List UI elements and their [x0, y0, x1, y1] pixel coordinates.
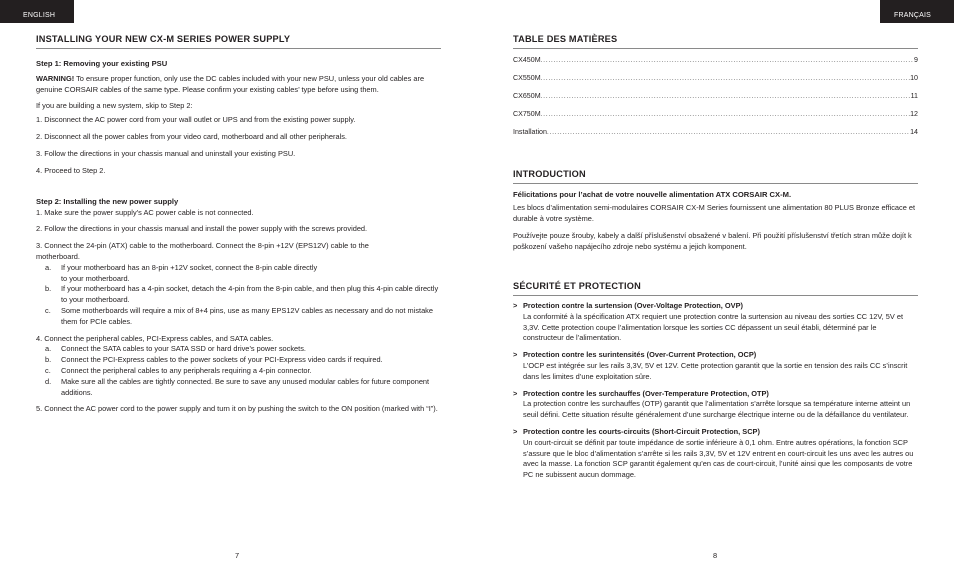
sub-letter: b. — [45, 355, 52, 365]
toc-leader — [547, 127, 910, 137]
step1-item-3: 3. Follow the directions in your chassis manual and uninstall your existing PSU. — [36, 148, 296, 158]
toc-entry-page: 11 — [910, 92, 918, 100]
sub-letter: a. — [45, 344, 52, 354]
intro-lead: Félicitations pour l’achat de votre nouvelle alimentation ATX CORSAIR CX-M. — [513, 190, 792, 199]
sub-letter: d. — [45, 376, 52, 386]
language-label: ENGLISH — [23, 12, 56, 19]
intro-paragraph-1: Les blocs d’alimentation semi-modulaires CORSAIR CX-M Series fournissent une alimentation 80 PLUS Bronze efficace et durable à votre système. — [513, 202, 916, 223]
toc-entry-name[interactable]: CX550M — [513, 74, 541, 82]
toc-leader — [541, 109, 911, 119]
step2-item-4d — [36, 377, 441, 399]
step2-item-3a — [36, 263, 441, 285]
step1-item-4: 4. Proceed to Step 2. — [36, 165, 106, 175]
right-page — [513, 34, 918, 481]
sub-text: Connect the PCI-Express cables to the power sockets of your PCI-Express video cards if required. — [61, 355, 383, 365]
warning-text: To ensure proper function, only use the DC cables included with your new PSU, unless your old cables are genuine CORSAIR cables of the same type. Please confirm your existing cables’ type before using them. — [36, 74, 425, 94]
language-tab-french — [880, 0, 954, 23]
sub-text: Connect the peripheral cables to any peripherals requiring a 4-pin connector. — [61, 365, 312, 375]
sub-text: Connect the SATA cables to your SATA SSD or hard drive’s power sockets. — [61, 344, 306, 354]
toc-entry-page: 10 — [910, 74, 918, 82]
sub-text: If your motherboard has an 8-pin +12V socket, connect the 8-pin cable directly to your motherboard. — [61, 262, 318, 283]
page-number-right: 8 — [713, 551, 718, 560]
language-label: FRANÇAIS — [894, 12, 931, 19]
toc-entry[interactable] — [513, 73, 918, 83]
toc-title: TABLE DES MATIÈRES — [513, 34, 918, 49]
step2-item-3c — [36, 306, 441, 328]
language-tab-english — [0, 0, 74, 23]
step2-item-2: 2. Follow the directions in your chassis manual and install the power supply with the screws provided. — [36, 224, 368, 234]
step2-item-1: 1. Make sure the power supply’s AC power cable is not connected. — [36, 207, 254, 217]
step2-item-5: 5. Connect the AC power cord to the power supply and turn it on by pushing the switch to the ON position (marked with “I”). — [36, 404, 438, 414]
step1-item-2: 2. Disconnect all the power cables from your video card, motherboard and all other peripherals. — [36, 132, 347, 142]
protection-heading: Protection contre les surintensités (Over-Current Protection, OCP) — [523, 350, 757, 360]
bullet-arrow: > — [513, 350, 518, 360]
step2-item-3b — [36, 284, 441, 306]
new-system-note: If you are building a new system, skip to Step 2: — [36, 100, 193, 110]
protection-text: La protection contre les surchauffes (OTP) garantit que l’alimentation s’arrête lorsque sa température interne atteint un seuil défini. Cette situation résulte généralement d’une surcharge électrique interne ou de la défaillance du ventilateur. — [523, 399, 911, 420]
protection-text: Un court-circuit se définit par toute impédance de sortie inférieure à 0,1 ohm. Entre autres opérations, la fonction SCP s’assure que le bloc d’alimentation s’arrête si les rails 3,3V, 5V et 12V entrent en court-circuit les uns avec les autres ou avec la masse. La fonction SCP garantit également qu’en cas de court-circuit, l’unité ainsi que les composants de votre PC ne subissent aucun dommage. — [523, 437, 914, 480]
step1-title: Step 1: Removing your existing PSU — [36, 59, 168, 68]
sub-letter: a. — [45, 262, 52, 272]
installation-title: INSTALLING YOUR NEW CX-M SERIES POWER SUPPLY — [36, 34, 441, 49]
sub-letter: c. — [45, 305, 51, 315]
step2-item-4b — [36, 355, 441, 366]
toc-leader — [541, 91, 911, 101]
protection-scp — [513, 427, 918, 481]
toc-entry-name[interactable]: CX650M — [513, 92, 541, 100]
toc-entry[interactable] — [513, 127, 918, 137]
toc-leader — [541, 55, 914, 65]
toc-entry-page: 9 — [914, 56, 918, 64]
warning-label: WARNING! — [36, 74, 75, 83]
toc-entry-page: 14 — [910, 128, 918, 136]
introduction-title: INTRODUCTION — [513, 169, 918, 184]
protection-heading: Protection contre les courts-circuits (Short-Circuit Protection, SCP) — [523, 426, 760, 436]
intro-paragraph-2: Používejte pouze šrouby, kabely a další příslušenství obsažené v balení. Při použití příslušenství třetích stran může dojít k poškození vašeho napájecího zdroje nebo systému a jejich komponent. — [513, 231, 912, 252]
step1-item-1: 1. Disconnect the AC power cord from your wall outlet or UPS and from the existing power supply. — [36, 115, 356, 125]
left-page — [36, 34, 441, 415]
toc-entry-page: 12 — [910, 110, 918, 118]
toc-entry-name[interactable]: CX450M — [513, 56, 541, 64]
bullet-arrow: > — [513, 300, 518, 310]
page-number-left: 7 — [235, 551, 240, 560]
toc-leader — [541, 73, 911, 83]
protection-ocp — [513, 350, 918, 382]
protection-heading: Protection contre les surchauffes (Over-Temperature Protection, OTP) — [523, 388, 769, 398]
toc-entry-name[interactable]: Installation — [513, 128, 547, 136]
protection-text: L’OCP est intégrée sur les rails 3,3V, 5V et 12V. Cette protection garantit que la sortie en tension des rails CC s’inscrit dans les limites d’une exploitation sûre. — [523, 360, 908, 381]
protection-otp — [513, 389, 918, 421]
sub-text: Some motherboards will require a mix of 8+4 pins, use as many EPS12V cables as necessary and do not mistake them for PCIe cables. — [61, 305, 433, 326]
safety-title: SÉCURITÉ ET PROTECTION — [513, 281, 918, 296]
toc-entry-name[interactable]: CX750M — [513, 110, 541, 118]
bullet-arrow: > — [513, 426, 518, 436]
protection-ovp — [513, 301, 918, 344]
step2-title: Step 2: Installing the new power supply — [36, 196, 179, 206]
sub-letter: b. — [45, 284, 52, 294]
protection-text: La conformité à la spécification ATX requiert une protection contre la surtension au niveau des sorties CC 12V, 5V et 3,3V. Cette protection coupe l’alimentation lorsque les sorties CC dépassent un seuil établi, déterminé par le constructeur de l’alimentation. — [523, 311, 904, 343]
sub-letter: c. — [45, 365, 51, 375]
sub-text: Make sure all the cables are tightly connected. Be sure to save any unused modular cables for future component additions. — [61, 376, 430, 397]
warning-paragraph — [36, 74, 441, 96]
step2-item-3: 3. Connect the 24-pin (ATX) cable to the motherboard. Connect the 8-pin +12V (EPS12V) cable to the motherboard. — [36, 241, 369, 261]
step2-item-4: 4. Connect the peripheral cables, PCI-Express cables, and SATA cables. — [36, 333, 274, 343]
toc-entry[interactable] — [513, 91, 918, 101]
sub-text: If your motherboard has a 4-pin socket, detach the 4-pin from the 8-pin cable, and then plug this 4-pin cable directly to your motherboard. — [61, 284, 439, 305]
bullet-arrow: > — [513, 388, 518, 398]
step2-item-4a — [36, 344, 441, 355]
toc-entry[interactable] — [513, 55, 918, 65]
protection-heading: Protection contre la surtension (Over-Voltage Protection, OVP) — [523, 300, 743, 310]
step2-item-4c — [36, 366, 441, 377]
toc-entry[interactable] — [513, 109, 918, 119]
